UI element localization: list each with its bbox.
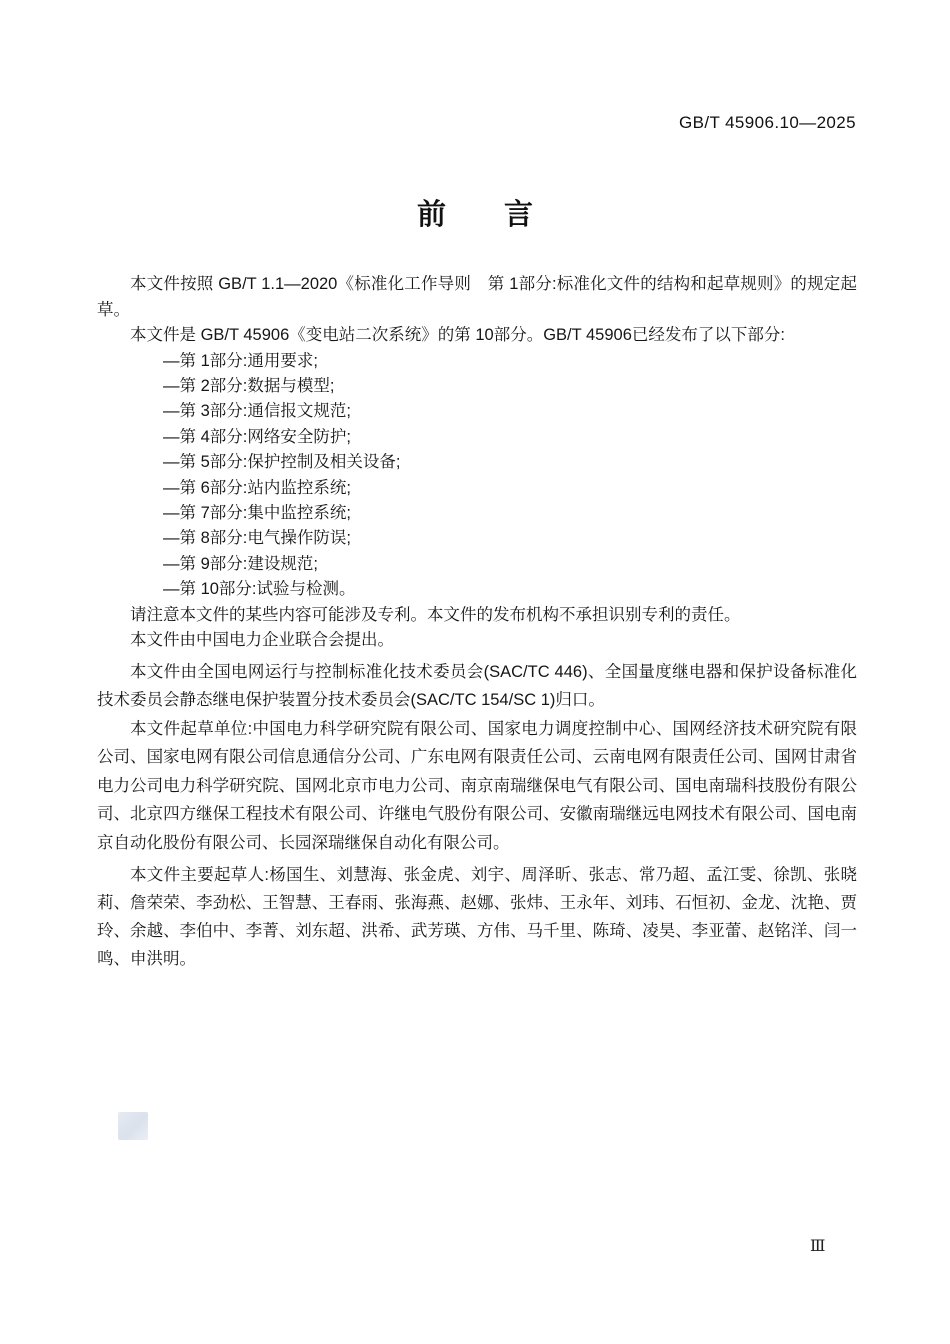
part-list-item: —第 4部分:网络安全防护; <box>163 427 351 446</box>
parts-list <box>97 349 857 603</box>
part-list-item: —第 2部分:数据与模型; <box>163 376 335 395</box>
part-list-item: —第 9部分:建设规范; <box>163 554 318 573</box>
standard-number: GB/T 45906.10—2025 <box>678 113 856 132</box>
watermark-stamp <box>118 1112 148 1140</box>
para-part-intro: 本文件是 GB/T 45906《变电站二次系统》的第 10部分。GB/T 45906已经发布了以下部分: <box>130 326 785 344</box>
part-list-item: —第 5部分:保护控制及相关设备; <box>163 453 401 472</box>
page-number: Ⅲ <box>810 1238 826 1255</box>
page-title: 前 言 <box>416 199 533 231</box>
para-drafting-units: 本文件起草单位:中国电力科学研究院有限公司、国家电力调度控制中心、国网经济技术研究院有限公司、国家电网有限公司信息通信分公司、广东电网有限责任公司、云南电网有限责任公司、国网甘肃省电力公司电力科学研究院、国网北京市电力公司、南京南瑞继保电气有限公司、国电南瑞科技股份有限公司、北京四方继保工程技术有限公司、许继电气股份有限公司、安徽南瑞继远电网技术有限公司、国电南京自动化股份有限公司、长园深瑞继保自动化有限公司。 <box>97 719 857 852</box>
part-list-item: —第 6部分:站内监控系统; <box>163 478 351 497</box>
part-list-item: —第 1部分:通用要求; <box>163 351 318 370</box>
para-drafting-rule: 本文件按照 GB/T 1.1—2020《标准化工作导则 第 1部分:标准化文件的结构和起草规则》的规定起草。 <box>97 275 857 319</box>
part-list-item: —第 7部分:集中监控系统; <box>163 503 351 522</box>
para-proposed-by: 本文件由中国电力企业联合会提出。 <box>130 631 394 650</box>
foreword-body <box>97 272 857 973</box>
para-main-drafters: 本文件主要起草人:杨国生、刘慧海、张金虎、刘宇、周泽昕、张志、常乃超、孟江雯、徐凯、张晓莉、詹荣荣、李劲松、王智慧、王春雨、张海燕、赵娜、张炜、王永年、刘玮、石恒初、金龙、沈艳、贾玲、余越、李伯中、李菁、刘东超、洪希、武芳瑛、方伟、马千里、陈琦、凌昊、李亚蕾、赵铭洋、闫一鸣、申洪明。 <box>97 866 857 969</box>
part-list-item: —第 3部分:通信报文规范; <box>163 402 351 421</box>
part-list-item: —第 10部分:试验与检测。 <box>163 580 356 599</box>
para-centralized-by: 本文件由全国电网运行与控制标准化技术委员会(SAC/TC 446)、全国量度继电器和保护设备标准化技术委员会静态继电保护装置分技术委员会(SAC/TC 154/SC 1)归口。 <box>97 662 857 710</box>
part-list-item: —第 8部分:电气操作防误; <box>163 529 351 548</box>
para-patent-notice: 请注意本文件的某些内容可能涉及专利。本文件的发布机构不承担识别专利的责任。 <box>130 605 741 624</box>
